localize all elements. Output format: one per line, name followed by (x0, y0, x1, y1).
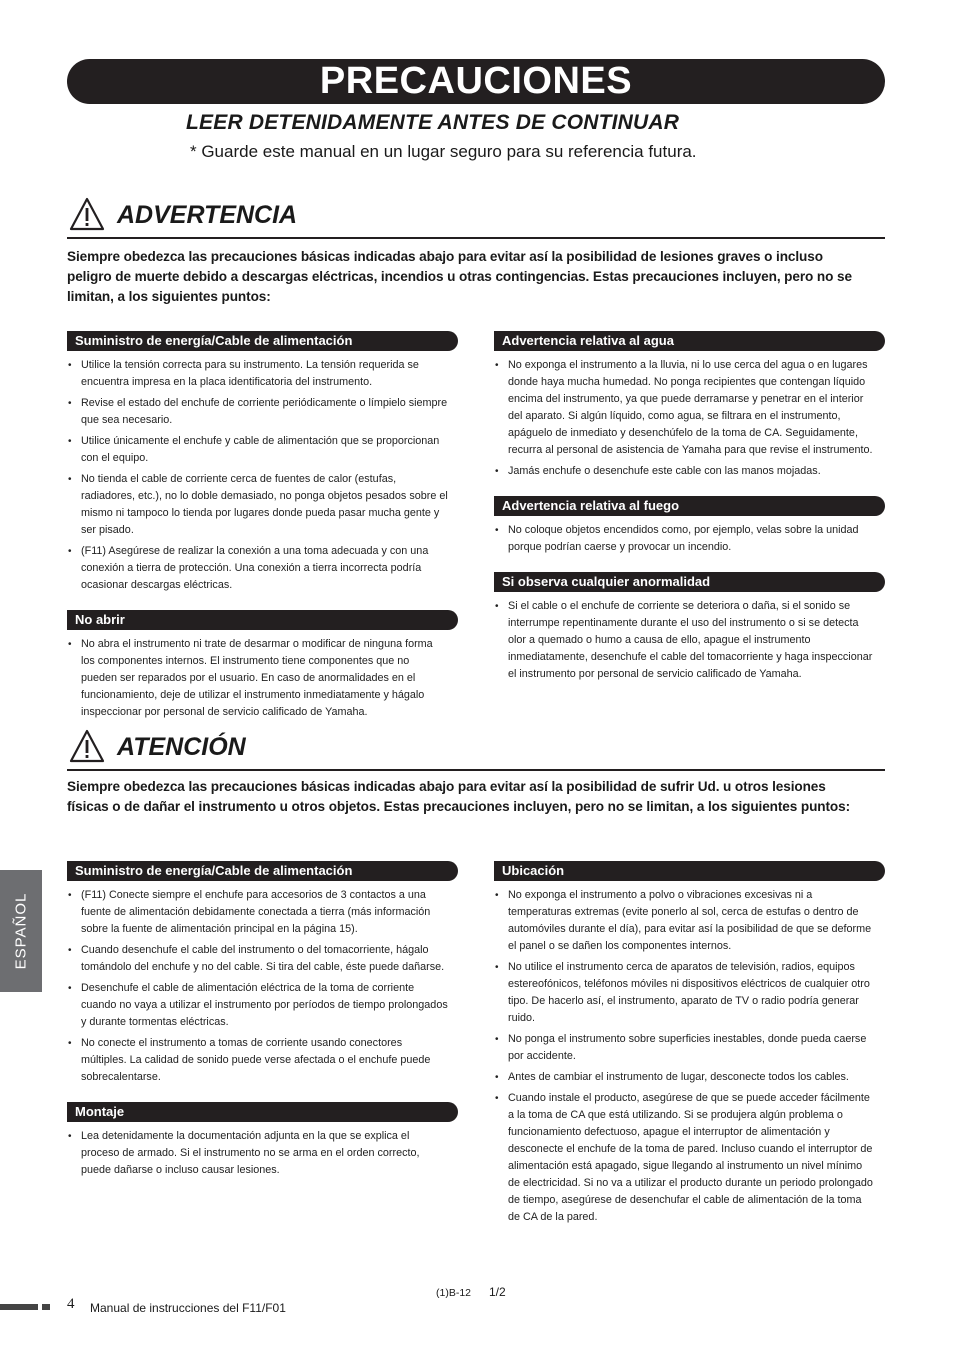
advertencia-title: ADVERTENCIA (117, 201, 298, 229)
precaution-list (494, 357, 885, 480)
list-item: • Cuando desenchufe el cable del instrumento o del tomacorriente, hágalo tomándolo del enchufe y no del cable. Si tira del cable, éste puede dañarse. (67, 942, 448, 976)
keep-manual-note: * Guarde este manual en un lugar seguro para su referencia futura. (190, 142, 697, 161)
caution-triangle-icon (69, 729, 105, 763)
precaution-block (67, 861, 458, 1086)
list-item: • Si el cable o el enchufe de corriente se deteriora o daña, si el sonido se interrumpe repentinamente durante el uso del instrumento o si se detecta olor a quemado o humo a causa de ello, apague el instrumento inmediatamente, desenchufe el cable del tomacorriente y haga inspeccionar el instrumento por personal de servicio calificado de Yamaha. (494, 598, 875, 683)
list-item: • Cuando instale el producto, asegúrese de que se puede acceder fácilmente a la toma de CA que está utilizando. Si se produjera algún problema o funcionamiento defectuoso, apague el interruptor de alimentación y desconecte el enchufe de la toma de pared. Incluso cuando el interruptor de alimentación está apagado, sigue llegando al instrumento un nivel mínimo de electricidad. Si no va a utilizar el producto durante un periodo prolongado de tiempo, asegúrese de desenchufar el cable de alimentación de la toma de CA de la pared. (494, 1090, 875, 1226)
language-side-tab (0, 870, 42, 992)
section-heading: Advertencia relativa al fuego (494, 496, 885, 516)
manual-name: Manual de instrucciones del F11/F01 (90, 1301, 286, 1315)
section-heading: Advertencia relativa al agua (494, 331, 885, 351)
section-heading: No abrir (67, 610, 458, 630)
precaution-block (494, 861, 885, 1226)
language-label: ESPAÑOL (12, 892, 30, 970)
atencion-left-column (67, 861, 458, 1183)
footer-bar-long (0, 1304, 38, 1310)
list-item: • Desenchufe el cable de alimentación eléctrica de la toma de corriente cuando no vaya a utilizar el instrumento por períodos de tiempo prolongados y durante tormentas eléctricas. (67, 980, 448, 1031)
list-item: • Utilice la tensión correcta para su instrumento. La tensión requerida se encuentra impresa en la placa identificatoria del instrumento. (67, 357, 448, 391)
list-item: • Jamás enchufe o desenchufe este cable con las manos mojadas. (494, 463, 875, 480)
list-item: • No exponga el instrumento a polvo o vibraciones excesivas ni a temperaturas extremas (evite ponerlo al sol, cerca de estufas o dentro de automóviles durante el día), para evitar así la posibilidad de que se deforme el panel o se dañen los componentes internos. (494, 887, 875, 955)
precaution-block (494, 496, 885, 556)
advertencia-intro: Siempre obedezca las precauciones básicas indicadas abajo para evitar así la posibilidad de lesiones graves o incluso peligro de muerte debido a descargas eléctricas, incendios u otras contingencias. Estas precauciones incluyen, pero no se limitan, a los siguientes puntos: (67, 249, 852, 304)
warning-triangle-icon (69, 197, 105, 231)
list-item: • Lea detenidamente la documentación adjunta en la que se explica el proceso de armado. Si el instrumento no se arma en el orden correcto, puede dañarse o incluso causar lesiones. (67, 1128, 448, 1179)
atencion-intro: Siempre obedezca las precauciones básicas indicadas abajo para evitar así la posibilidad de sufrir Ud. u otros lesiones físicas o de dañar el instrumento u otros objetos. Estas precauciones incluyen, pero no se limitan, a los siguientes puntos: (67, 779, 851, 814)
atencion-right-column (494, 861, 885, 1230)
section-heading: Ubicación (494, 861, 885, 881)
precaution-list (67, 357, 458, 594)
list-item: • (F11) Conecte siempre el enchufe para accesorios de 3 contactos a una fuente de alimentación debidamente conectada a tierra (más información sobre la fuente de alimentación principal en la página 15). (67, 887, 448, 938)
subtitle: LEER DETENIDAMENTE ANTES DE CONTINUAR (186, 111, 680, 134)
list-item: • No tienda el cable de corriente cerca de fuentes de calor (estufas, radiadores, etc.), no lo doble demasiado, no ponga objetos pesados sobre el mismo ni tampoco lo tienda por lugares donde pueda pasar mucha gente y ser pisado. (67, 471, 448, 539)
list-item: • No exponga el instrumento a la lluvia, ni lo use cerca del agua o en lugares donde haya mucha humedad. No ponga recipientes que contengan líquido encima del instrumento, ya que puede derramarse y penetrar en el interior del aparato. Si algún líquido, como agua, se filtrara en el instrumento, apáguelo de inmediato y desenchúfelo de la toma de CA. Seguidamente, recurra al personal de asistencia de Yamaha para que revise el instrumento. (494, 357, 875, 459)
precaution-list (494, 887, 885, 1226)
precaution-block (67, 331, 458, 594)
list-item: • No abra el instrumento ni trate de desarmar o modificar de ninguna forma los componentes internos. El instrumento tiene componentes que no pueden ser reparados por el usuario. En caso de anormalidades en el funcionamiento, deje de utilizar el instrumento inmediatamente y hágalo inspeccionar por personal de servicio calificado de Yamaha. (67, 636, 448, 721)
precaution-list (67, 636, 458, 721)
page-title: PRECAUCIONES (319, 60, 633, 102)
title-banner (67, 59, 885, 104)
page-fraction: 1/2 (489, 1285, 506, 1299)
precaution-block (67, 610, 458, 721)
page-number: 4 (67, 1296, 75, 1312)
list-item: • Revise el estado del enchufe de corriente periódicamente o límpielo siempre que sea necesario. (67, 395, 448, 429)
precaution-list (67, 1128, 458, 1179)
precaution-list (67, 887, 458, 1086)
precaution-block (494, 572, 885, 683)
precaution-block (67, 1102, 458, 1179)
document-code: (1)B-12 (436, 1287, 472, 1299)
list-item: • Utilice únicamente el enchufe y cable de alimentación que se proporcionan con el equipo. (67, 433, 448, 467)
precaution-list (494, 598, 885, 683)
advertencia-left-column (67, 331, 458, 725)
list-item: • No ponga el instrumento sobre superficies inestables, donde pueda caerse por accidente. (494, 1031, 875, 1065)
list-item: • Antes de cambiar el instrumento de lugar, desconecte todos los cables. (494, 1069, 875, 1086)
precaution-list (494, 522, 885, 556)
section-heading: Suministro de energía/Cable de alimentación (67, 861, 458, 881)
section-heading: Suministro de energía/Cable de alimentación (67, 331, 458, 351)
atencion-title: ATENCIÓN (117, 733, 246, 761)
section-heading: Montaje (67, 1102, 458, 1122)
footer-bar-short (42, 1304, 50, 1310)
advertencia-header (67, 197, 885, 239)
list-item: • No utilice el instrumento cerca de aparatos de televisión, radios, equipos estereofónicos, teléfonos móviles ni dispositivos eléctricos de cualquier otro tipo. De hacerlo así, el instrumento, aparato de TV o radio podría generar ruido. (494, 959, 875, 1027)
list-item: • (F11) Asegúrese de realizar la conexión a una toma adecuada y con una conexión a tierra de protección. Una conexión a tierra incorrecta podría ocasionar descargas eléctricas. (67, 543, 448, 594)
precaution-block (494, 331, 885, 480)
atencion-header (67, 729, 885, 771)
section-heading: Si observa cualquier anormalidad (494, 572, 885, 592)
list-item: • No conecte el instrumento a tomas de corriente usando conectores múltiples. La calidad de sonido puede verse afectada o el enchufe puede sobrecalentarse. (67, 1035, 448, 1086)
advertencia-right-column (494, 331, 885, 687)
list-item: • No coloque objetos encendidos como, por ejemplo, velas sobre la unidad porque podrían caerse y provocar un incendio. (494, 522, 875, 556)
